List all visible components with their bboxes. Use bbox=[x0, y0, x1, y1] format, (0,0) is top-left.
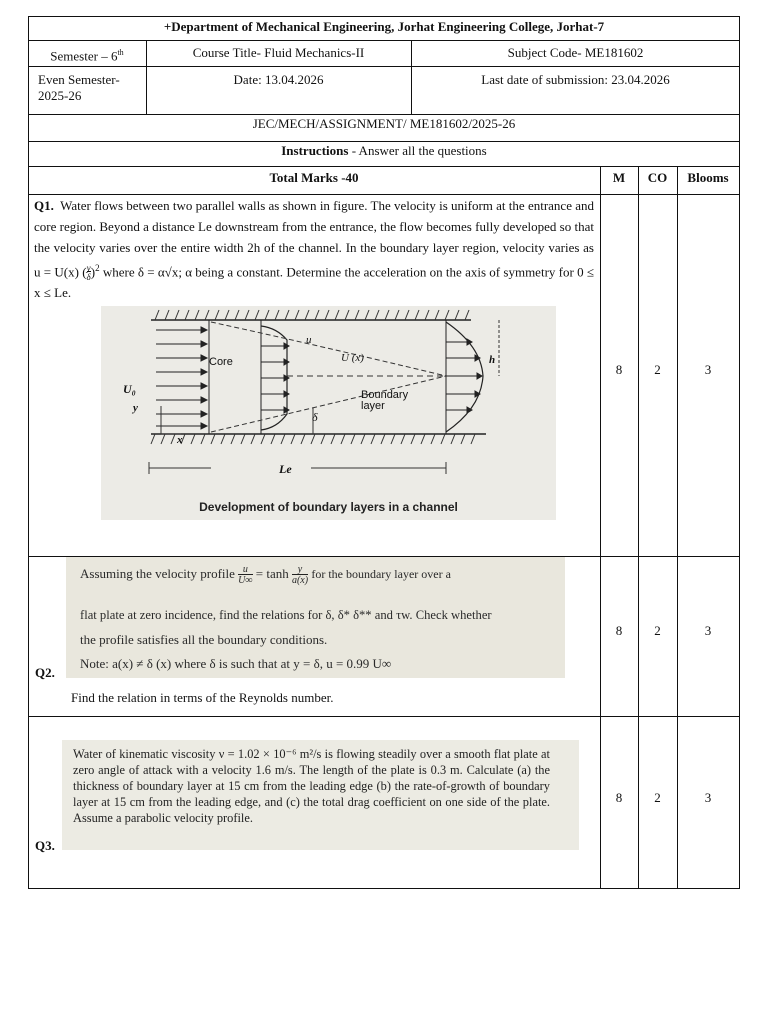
q3-co: 2 bbox=[654, 790, 661, 805]
q2-co: 2 bbox=[654, 623, 661, 638]
channel-figure bbox=[101, 306, 556, 520]
boundary-layer-diagram bbox=[101, 306, 556, 520]
label-boundary-layer: Boundary layer bbox=[361, 389, 409, 412]
label-u0: U₀ bbox=[123, 382, 136, 396]
q2-line-4: Note: a(x) ≠ δ (x) where δ is such that at y = δ, u = 0.99 U∞ bbox=[80, 656, 392, 671]
q3-blooms: 3 bbox=[704, 790, 712, 805]
label-x: x bbox=[177, 434, 183, 446]
question-2-extra: Find the relation in terms of the Reynolds number. bbox=[71, 690, 334, 705]
q2-line-1: Assuming the velocity profile u U∞ = tanh y a(x) for the boundary layer over a bbox=[80, 564, 451, 587]
instructions: Instructions - Answer all the questions bbox=[281, 143, 487, 158]
question-3-label: Q3. bbox=[35, 838, 55, 853]
question-1-text: Q1. Water flows between two parallel walls as shown in figure. The velocity is uniform at the entrance and core region. Beyond a distance Le downstream from the entrance, the flow becomes fully developed so that the velocity varies over the entire width 2h of the channel. In the boundary layer region, velocity varies as u = U(x) $(\frac{y}{\delta})^2$ where δ = α√x; α being a constant. Determine the acceleration on the axis of symmetry for 0 ≤ x ≤ Le. bbox=[34, 198, 595, 301]
figure-caption: Development of boundary layers in a channel bbox=[199, 500, 458, 514]
question-3-scan bbox=[62, 740, 579, 850]
q3-marks: 8 bbox=[615, 790, 623, 805]
column-co-header: CO bbox=[647, 170, 668, 185]
total-marks: Total Marks -40 bbox=[269, 170, 359, 185]
q2-marks: 8 bbox=[615, 623, 623, 638]
course-title: Course Title- Fluid Mechanics-II bbox=[192, 45, 365, 60]
q1-blooms: 3 bbox=[704, 362, 712, 377]
session-label: Even Semester- 2025-26 bbox=[38, 72, 120, 103]
column-m-header: M bbox=[612, 170, 626, 185]
q1-co: 2 bbox=[654, 362, 661, 377]
q2-line-2: flat plate at zero incidence, find the relations for δ, δ* δ** and τw. Check whether bbox=[80, 608, 492, 622]
label-h: h bbox=[489, 354, 496, 366]
column-blooms-header: Blooms bbox=[687, 170, 729, 185]
label-y: y bbox=[133, 402, 138, 414]
subject-code: Subject Code- ME181602 bbox=[507, 45, 644, 60]
date-label: Date: 13.04.2026 bbox=[233, 72, 324, 87]
q2-line-3: the profile satisfies all the boundary conditions. bbox=[80, 632, 328, 647]
label-u: u bbox=[306, 334, 312, 346]
q3-text: Water of kinematic viscosity ν = 1.02 × 10⁻⁶ m²/s is flowing steadily over a smooth flat plate at zero angle of attack with a velocity 1.6 m/s. The length of the plate is 0.3 m. Calculate (a) the thickness of boundary layer at 15 cm from the leading edge (b) the rate-of-growth of boundary layer at 15 cm from the leading edge, and (c) the total drag coefficient on one side of the plate. Assume a parabolic velocity profile. bbox=[73, 747, 550, 825]
department-title: +Department of Mechanical Engineering, Jorhat Engineering College, Jorhat-7 bbox=[163, 19, 605, 34]
q2-blooms: 3 bbox=[704, 623, 712, 638]
question-2-label: Q2. bbox=[35, 665, 55, 680]
label-le: Le bbox=[279, 462, 292, 476]
label-ux: U (x) bbox=[341, 352, 364, 364]
last-date-label: Last date of submission: 23.04.2026 bbox=[481, 72, 670, 87]
label-delta: δ bbox=[312, 410, 318, 424]
semester-label: Semester – 6th bbox=[50, 48, 124, 64]
assignment-code: JEC/MECH/ASSIGNMENT/ ME181602/2025-26 bbox=[252, 116, 516, 131]
label-core: Core bbox=[209, 356, 233, 368]
q1-marks: 8 bbox=[615, 362, 623, 377]
question-2-scan bbox=[66, 557, 565, 678]
